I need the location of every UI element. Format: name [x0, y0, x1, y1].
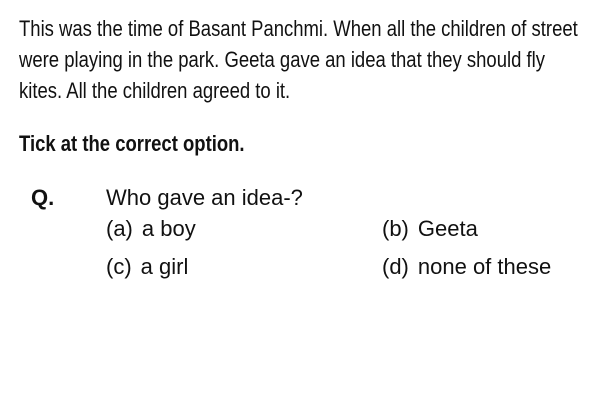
- option-text: Geeta: [417, 216, 478, 241]
- passage-line: were playing in the park. Geeta gave an idea that they should fly: [19, 47, 545, 72]
- passage-line: This was the time of Basant Panchmi. When all the children of street: [19, 16, 578, 41]
- question-text: Who gave an idea-?: [106, 185, 303, 210]
- option-text: a boy: [141, 216, 196, 241]
- option-text: a girl: [140, 254, 189, 279]
- option-letter: (a): [106, 216, 133, 241]
- option-letter: (c): [106, 254, 132, 279]
- option-b[interactable]: [382, 215, 478, 243]
- option-letter: (b): [382, 216, 409, 241]
- option-c[interactable]: [106, 253, 188, 281]
- passage-text: [19, 13, 594, 106]
- option-d[interactable]: [382, 253, 551, 281]
- passage-line: kites. All the children agreed to it.: [19, 78, 291, 103]
- question-label: Q.: [31, 185, 55, 210]
- option-text: none of these: [417, 254, 552, 279]
- option-a[interactable]: [106, 215, 196, 243]
- instruction-heading: Tick at the correct option.: [19, 131, 245, 156]
- option-letter: (d): [382, 254, 409, 279]
